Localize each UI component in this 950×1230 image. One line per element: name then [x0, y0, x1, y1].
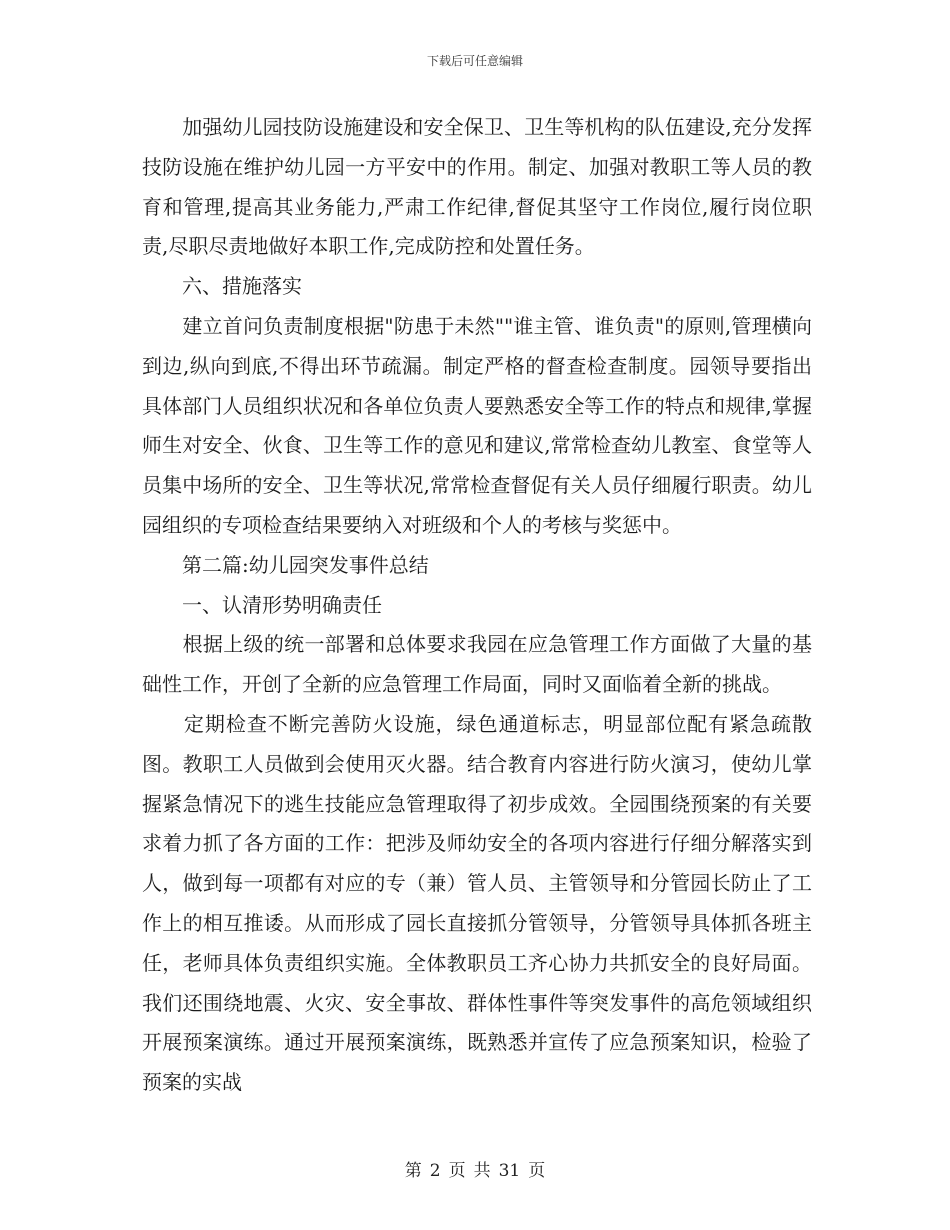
footer-prefix: 第 — [404, 1161, 422, 1181]
paragraph-responsibility-system: 建立首问负责制度根据"防患于未然""谁主管、谁负责"的原则,管理横向到边,纵向到底,不得出环节疏漏。制定严格的督查检查制度。园领导要指出具体部门人员组织状况和各单位负责人要熟悉安全等工作的特点和规律,掌握师生对安全、伙食、卫生等工作的意见和建议,常常检查幼儿教室、食堂等人员集中场所的安全、卫生等状况,常常检查督促有关人员仔细履行职责。幼儿园组织的专项检查结果要纳入对班级和个人的考核与奖惩中。 — [142, 313, 812, 537]
page-footer — [0, 1156, 950, 1181]
paragraph-emergency-management: 根据上级的统一部署和总体要求我园在应急管理工作方面做了大量的基础性工作，开创了全新的应急管理工作局面，同时又面临着全新的挑战。 — [142, 632, 812, 697]
footer-suffix: 页 — [528, 1161, 546, 1181]
paragraph-fire-prevention: 定期检查不断完善防火设施，绿色通道标志，明显部位配有紧急疏散图。教职工人员做到会使用灭火器。结合教育内容进行防火演习，使幼儿掌握紧急情况下的逃生技能应急管理取得了初步成效。全园围绕预案的有关要求着力抓了各方面的工作：把涉及师幼安全的各项内容进行仔细分解落实到人，做到每一项都有对应的专（兼）管人员、主管领导和分管园长防止了工作上的相互推诿。从而形成了园长直接抓分管领导，分管领导具体抓各班主任，老师具体负责组织实施。全体教职员工齐心协力共抓安全的良好局面。我们还围绕地震、火灾、安全事故、群体性事件等突发事件的高危领域组织开展预案演练。通过开展预案演练，既熟悉并宣传了应急预案知识，检验了预案的实战 — [142, 711, 812, 1095]
footer-total-pages: 31 — [498, 1161, 521, 1181]
document-body — [142, 108, 812, 1103]
heading-situation: 一、认清形势明确责任 — [142, 592, 382, 617]
page-header: 下载后可任意编辑 — [426, 54, 523, 68]
paragraph-security-construction: 加强幼儿园技防设施建设和安全保卫、卫生等机构的队伍建设,充分发挥技防设施在维护幼儿园一方平安中的作用。制定、加强对教职工等人员的教育和管理,提高其业务能力,严肃工作纪律,督促其坚守工作岗位,履行岗位职责,尽职尽责地做好本职工作,完成防控和处置任务。 — [142, 115, 812, 259]
heading-part-two: 第二篇:幼儿园突发事件总结 — [142, 552, 429, 577]
heading-measures: 六、措施落实 — [142, 274, 302, 299]
footer-page-number: 2 — [429, 1161, 441, 1181]
footer-total-prefix: 共 — [473, 1161, 491, 1181]
footer-page-word: 页 — [448, 1161, 466, 1181]
